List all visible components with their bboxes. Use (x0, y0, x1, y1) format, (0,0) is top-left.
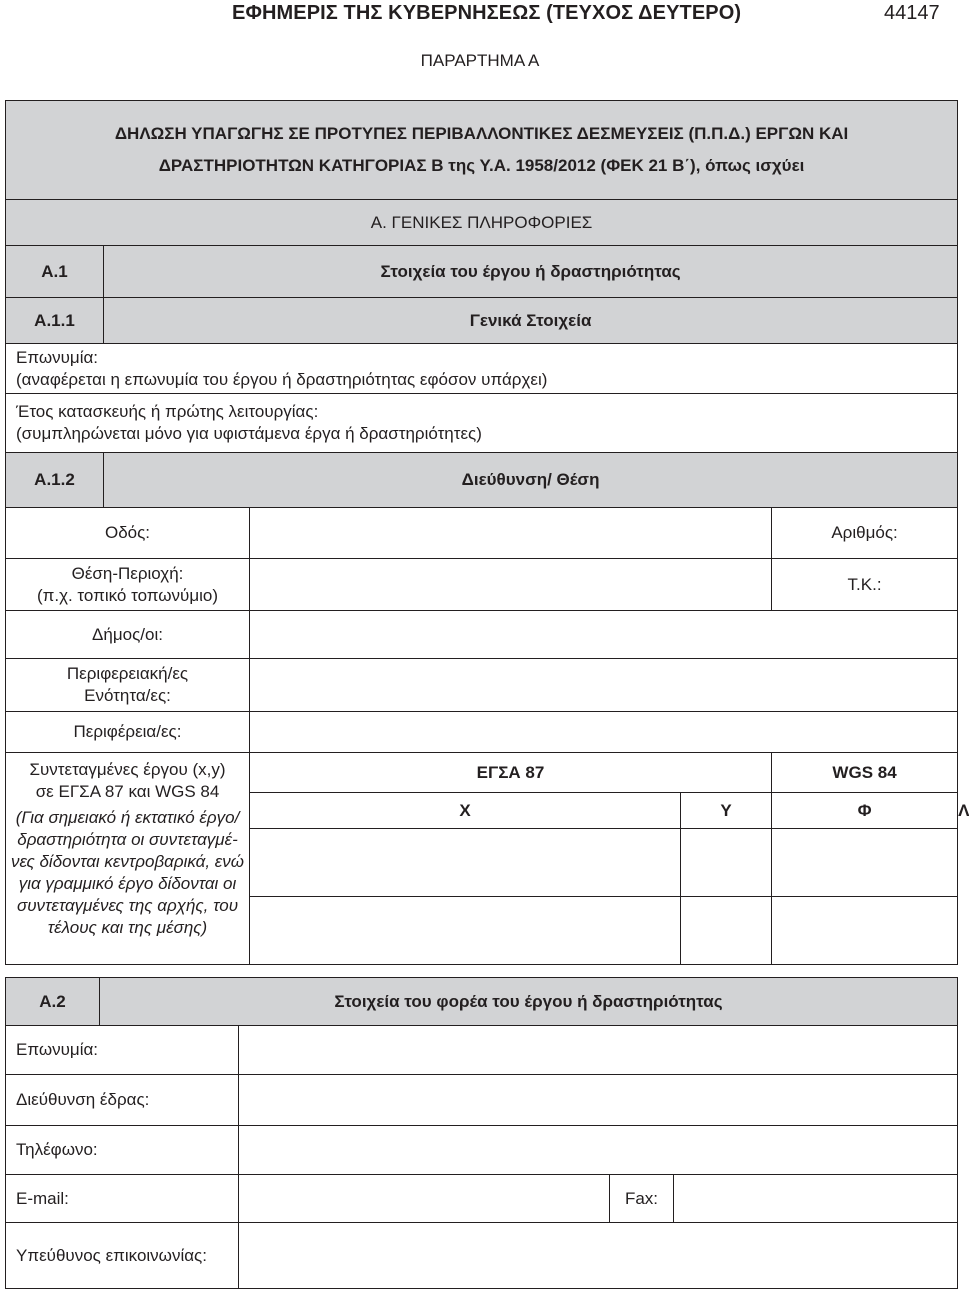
construction-year-field[interactable] (6, 394, 958, 453)
owner-fax-label: Fax: (610, 1175, 674, 1223)
regional-unit-input[interactable] (250, 659, 958, 712)
location-label: Θέση-Περιοχή: (71, 563, 184, 583)
municipality-input[interactable] (250, 611, 958, 659)
coordinates-note-line: δραστηριότητα οι συντεταγμέ- (17, 830, 238, 849)
owner-name-input[interactable] (239, 1026, 958, 1075)
contact-person-label: Υπεύθυνος επικοινωνίας: (6, 1223, 239, 1289)
declaration-line-1: ΔΗΛΩΣΗ ΥΠΑΓΩΓΗΣ ΣΕ ΠΡΟΤΥΠΕΣ ΠΕΡΙΒΑΛΛΟΝΤΙΚΕΣ ΔΕΣΜΕΥΣΕΙΣ (Π.Π.Δ.) ΕΡΓΩΝ ΚΑΙ (114, 124, 849, 143)
coordinates-note-line: νες δίδονται κεντροβαρικά, ενώ (10, 852, 245, 871)
section-a11-title: Γενικά Στοιχεία (104, 298, 958, 344)
coordinates-note-line: (Για σημειακό ή εκτατικό έργο/ (15, 808, 240, 827)
owner-phone-label: Τηλέφωνο: (6, 1126, 239, 1175)
coord-y-input[interactable] (681, 829, 772, 897)
owner-email-label: E-mail: (6, 1175, 239, 1223)
municipality-label: Δήμος/οι: (6, 611, 250, 659)
owner-address-label: Διεύθυνση έδρας: (6, 1075, 239, 1126)
section-a1-code: Α.1 (6, 246, 104, 298)
annex-title: ΠΑΡΑΡΤΗΜΑ Α (420, 51, 540, 70)
owner-phone-input[interactable] (239, 1126, 958, 1175)
page-number: 44147 (884, 2, 940, 24)
wgs84-header: WGS 84 (772, 753, 958, 793)
coord-y-input[interactable] (681, 897, 772, 965)
street-input[interactable] (250, 508, 772, 559)
owner-address-input[interactable] (239, 1075, 958, 1126)
regional-unit-label-cell (6, 659, 250, 712)
coord-phi-input[interactable] (772, 829, 958, 897)
section-a2-code: Α.2 (6, 978, 100, 1026)
gazette-title: ΕΦΗΜΕΡΙΣ ΤΗΣ ΚΥΒΕΡΝΗΣΕΩΣ (ΤΕΥΧΟΣ ΔΕΥΤΕΡΟ) (232, 2, 742, 24)
regional-unit-label-1: Περιφερειακή/ες (66, 664, 189, 683)
section-a-title: Α. ΓΕΝΙΚΕΣ ΠΛΗΡΟΦΟΡΙΕΣ (6, 200, 958, 246)
coordinates-label-2: σε ΕΓΣΑ 87 και WGS 84 (35, 782, 220, 801)
coord-x-input[interactable] (250, 897, 681, 965)
project-name-field[interactable] (6, 344, 958, 394)
contact-person-input[interactable] (239, 1223, 958, 1289)
coordinates-label-1: Συντεταγμένες έργου (x,y) (29, 760, 226, 779)
col-x-header: Χ (250, 793, 681, 829)
region-label: Περιφέρεια/ες: (6, 712, 250, 753)
owner-fax-input[interactable] (674, 1175, 958, 1223)
location-label-cell (6, 559, 250, 611)
section-a2-title: Στοιχεία του φορέα του έργου ή δραστηριότητας (100, 978, 958, 1026)
coord-x-input[interactable] (250, 829, 681, 897)
location-input[interactable] (250, 559, 772, 611)
coordinates-note (6, 807, 249, 939)
form-table-a1: ΔΗΛΩΣΗ ΥΠΑΓΩΓΗΣ ΣΕ ΠΡΟΤΥΠΕΣ ΠΕΡΙΒΑΛΛΟΝΤΙΚΕΣ ΔΕΣΜΕΥΣΕΙΣ (Π.Π.Δ.) ΕΡΓΩΝ ΚΑΙ ΔΡΑΣΤΗΡΙΟΤΗΤΩΝ ΚΑΤΗΓΟΡΙΑΣ Β της Υ.Α. 1958/2012 (ΦΕΚ 21 Β΄), όπως ισχύει Α. ΓΕΝΙΚΕΣ ΠΛΗΡΟΦΟΡΙΕΣ Α.1 Στοιχεία του έργου ή δραστηριότητας Α.1.1 Γενικά Στοιχεία Επωνυμία: (αναφέρεται η επωνυμία του έργου ή δραστηριότητας εφόσον υπάρχει) Έτος κατασκευής ή πρώτης λειτουργίας: (συμπληρώνεται μόνο για υφιστάμενα έργα ή δραστηριότητες) Α.1.2 Διεύθυνση/ Θέση Οδός: Αριθμός: Θέση-Περιοχή: (π.χ. τοπικό τοπωνύμιο) Τ.Κ.: Δήμος/οι: Περιφερειακή/ες Ενότητα/ες: Περιφέρεια/ες: Συντεταγμένες έργου (x,y) σε ΕΓΣΑ 87 και WGS 84 (Για σημειακό ή εκτατικό έργο/ δραστηριότητα οι συντεταγμέ- νες δίδονται κεντροβαρικά, ενώ για γραμμικό έργο δίδονται οι συντεταγμένες της αρχής, του τέλους και της μέσης) ΕΓΣΑ 87 WGS 84 Χ Υ Φ Λ (5, 100, 958, 965)
coordinates-note-line: συντεταγμένες της αρχής, του (16, 896, 239, 915)
owner-name-label: Επωνυμία: (6, 1026, 239, 1075)
postal-code-label: Τ.Κ.: (772, 559, 958, 611)
owner-email-input[interactable] (239, 1175, 610, 1223)
street-label: Οδός: (6, 508, 250, 559)
project-name-hint: (αναφέρεται η επωνυμία του έργου ή δραστηριότητας εφόσον υπάρχει) (16, 369, 548, 389)
construction-year-hint: (συμπληρώνεται μόνο για υφιστάμενα έργα ή δραστηριότητες) (16, 424, 482, 443)
number-label: Αριθμός: (772, 508, 958, 559)
section-a12-code: Α.1.2 (6, 453, 104, 508)
coordinates-note-line: τέλους και της μέσης) (47, 918, 208, 937)
egsa87-header: ΕΓΣΑ 87 (250, 753, 772, 793)
declaration-title (6, 101, 958, 200)
coordinates-note-line: για γραμμικό έργο δίδονται οι (18, 874, 237, 893)
declaration-line-2: ΔΡΑΣΤΗΡΙΟΤΗΤΩΝ ΚΑΤΗΓΟΡΙΑΣ Β της Υ.Α. 1958/2012 (ΦΕΚ 21 Β΄), όπως ισχύει (158, 156, 805, 175)
region-input[interactable] (250, 712, 958, 753)
section-a12-title: Διεύθυνση/ Θέση (104, 453, 958, 508)
section-a1-title: Στοιχεία του έργου ή δραστηριότητας (104, 246, 958, 298)
project-name-label: Επωνυμία: (16, 347, 99, 367)
coordinates-label-cell (6, 753, 250, 965)
form-table-a2 (5, 977, 958, 1289)
regional-unit-label-2: Ενότητα/ες: (84, 686, 171, 705)
col-y-header: Υ (681, 793, 772, 829)
construction-year-label: Έτος κατασκευής ή πρώτης λειτουργίας: (16, 402, 319, 421)
coord-phi-input[interactable] (772, 897, 958, 965)
location-hint: (π.χ. τοπικό τοπωνύμιο) (36, 585, 219, 605)
section-a11-code: Α.1.1 (6, 298, 104, 344)
col-phi-header: Φ (772, 793, 958, 829)
